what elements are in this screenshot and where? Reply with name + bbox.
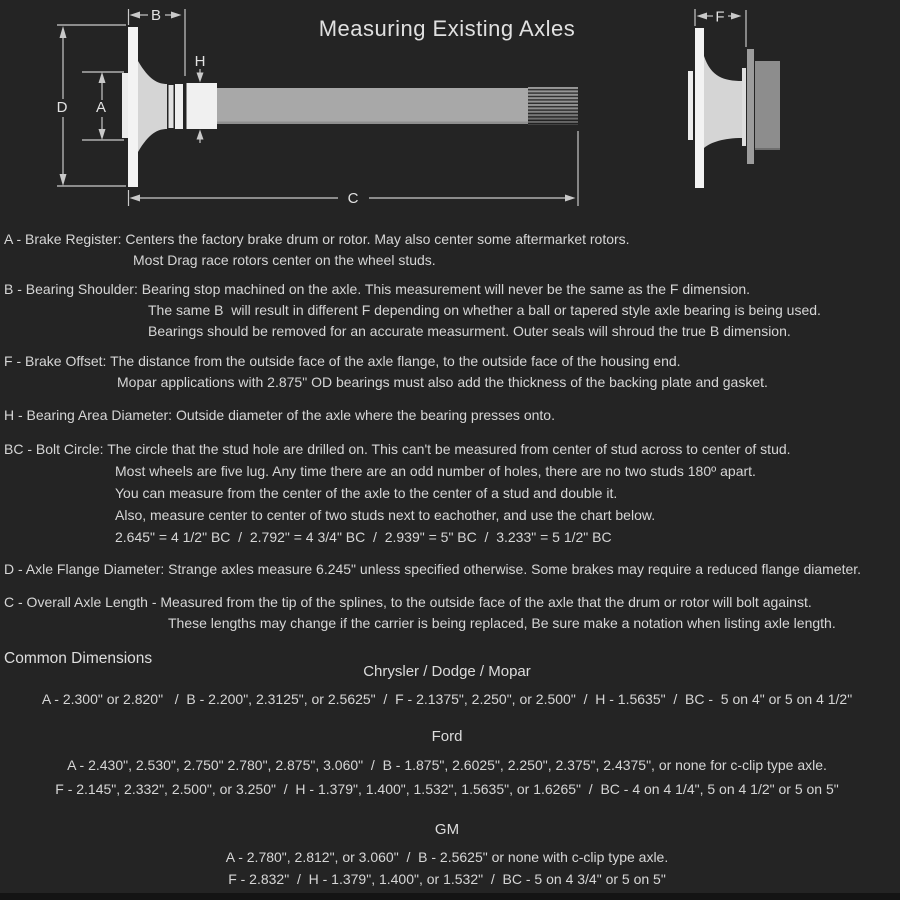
dim-label-a: A — [95, 99, 107, 116]
bearing-block-edge — [755, 148, 780, 150]
definition-line: 2.645" = 4 1/2" BC / 2.792" = 4 3/4" BC / 2.939" = 5" BC / 3.233" = 5 1/2" BC — [115, 529, 612, 545]
brand-spec-line: A - 2.780", 2.812", or 3.060" / B - 2.5625" or none with c-clip type axle. — [225, 849, 669, 865]
axle-bell-part — [138, 61, 167, 152]
brake-register-part — [122, 73, 128, 138]
axle-parts — [122, 27, 578, 187]
axle-shaft-shadow-edge — [217, 122, 528, 125]
brand-spec-line: A - 2.300" or 2.820" / B - 2.200", 2.3125", or 2.5625" / F - 2.1375", 2.250", or 2.500" / H - 1.5635" / BC - 5 on 4" or 5 on 4 1/2" — [41, 691, 853, 707]
brand-heading-chrysler: Chrysler / Dodge / Mopar — [363, 663, 531, 680]
seal-ring-part — [169, 85, 174, 128]
definition-line: These lengths may change if the carrier is being replaced, Be sure make a notation when listing axle length. — [168, 615, 836, 631]
brake-register-part — [688, 71, 693, 140]
spline-shading — [528, 87, 578, 125]
dim-label-c: C — [347, 190, 359, 207]
bearing-area-part — [187, 83, 218, 129]
definition-line: B - Bearing Shoulder: Bearing stop machined on the axle. This measurement will never be the same as the F dimension. — [4, 281, 751, 297]
bearing-block-part — [755, 61, 780, 150]
bearing-race-part — [175, 84, 183, 129]
backing-plate-part — [742, 68, 746, 146]
definition-line: Mopar applications with 2.875" OD bearings must also add the thickness of the backing plate and gasket. — [117, 374, 768, 390]
brand-heading-gm: GM — [434, 821, 460, 838]
dim-label-h: H — [194, 53, 206, 70]
definition-section-h — [4, 405, 900, 426]
definition-line: D - Axle Flange Diameter: Strange axles measure 6.245" unless specified otherwise. Some brakes may require a reduced flange diameter. — [4, 561, 862, 577]
housing-end-part — [747, 49, 754, 164]
axle-shaft-part — [217, 88, 528, 124]
definition-line: BC - Bolt Circle: The circle that the stud hole are drilled on. This can't be measured from center of stud across to center of stud. — [4, 441, 791, 457]
axle-flange-part — [128, 27, 138, 187]
dim-label-f: F — [715, 8, 725, 26]
definition-section-f — [4, 351, 900, 393]
definition-section-a — [4, 229, 900, 271]
definition-line: H - Bearing Area Diameter: Outside diameter of the axle where the bearing presses onto. — [4, 407, 555, 423]
axle-flange-part — [695, 28, 704, 188]
definition-line: A - Brake Register: Centers the factory brake drum or rotor. May also center some aftermarket rotors. — [4, 231, 630, 247]
brand-spec-line: F - 2.832" / H - 1.379", 1.400", or 1.532" / BC - 5 on 4 3/4" or 5 on 5" — [228, 871, 666, 887]
definition-line: Most wheels are five lug. Any time there are an odd number of holes, there are no two studs 180º apart. — [115, 463, 756, 479]
common-dimensions-heading: Common Dimensions — [4, 650, 153, 667]
bottom-border-strip — [0, 893, 900, 900]
dim-label-d: D — [56, 99, 68, 116]
definition-line: The same B will result in different F depending on whether a ball or tapered style axle bearing is being used. — [148, 302, 821, 318]
page-title: Measuring Existing Axles — [318, 16, 576, 41]
axle-parts-right — [688, 28, 780, 188]
definition-line: You can measure from the center of the axle to the center of a stud and double it. — [115, 485, 618, 501]
definition-section-bc — [4, 438, 900, 548]
definition-section-d — [4, 559, 900, 580]
definition-line: F - Brake Offset: The distance from the outside face of the axle flange, to the outside face of the housing end. — [4, 353, 681, 369]
axle-side-view-diagram — [0, 0, 620, 220]
definition-section-c — [4, 592, 900, 634]
brand-heading-ford: Ford — [431, 728, 463, 745]
brand-spec-line: A - 2.430", 2.530", 2.750" 2.780", 2.875", 3.060" / B - 1.875", 2.6025", 2.250", 2.375", 2.4375", or none for c-clip type axle. — [67, 757, 827, 773]
definition-line: C - Overall Axle Length - Measured from the tip of the splines, to the outside face of the axle that the drum or rotor will bolt against. — [4, 594, 812, 610]
axle-bell-part — [704, 56, 742, 148]
definition-section-b — [4, 279, 900, 342]
dim-label-b: B — [150, 7, 162, 24]
definition-line: Also, measure center to center of two studs next to eachother, and use the chart below. — [115, 507, 656, 523]
axle-flange-offset-diagram — [640, 0, 900, 220]
brand-spec-line: F - 2.145", 2.332", 2.500", or 3.250" / H - 1.379", 1.400", 1.532", 1.5635", or 1.6265" / BC - 4 on 4 1/4", 5 on 4 1/2" or 5 on 5" — [55, 781, 839, 797]
definition-line: Most Drag race rotors center on the wheel studs. — [133, 252, 436, 268]
definition-line: Bearings should be removed for an accurate measurment. Outer seals will shroud the true B dimension. — [148, 323, 791, 339]
